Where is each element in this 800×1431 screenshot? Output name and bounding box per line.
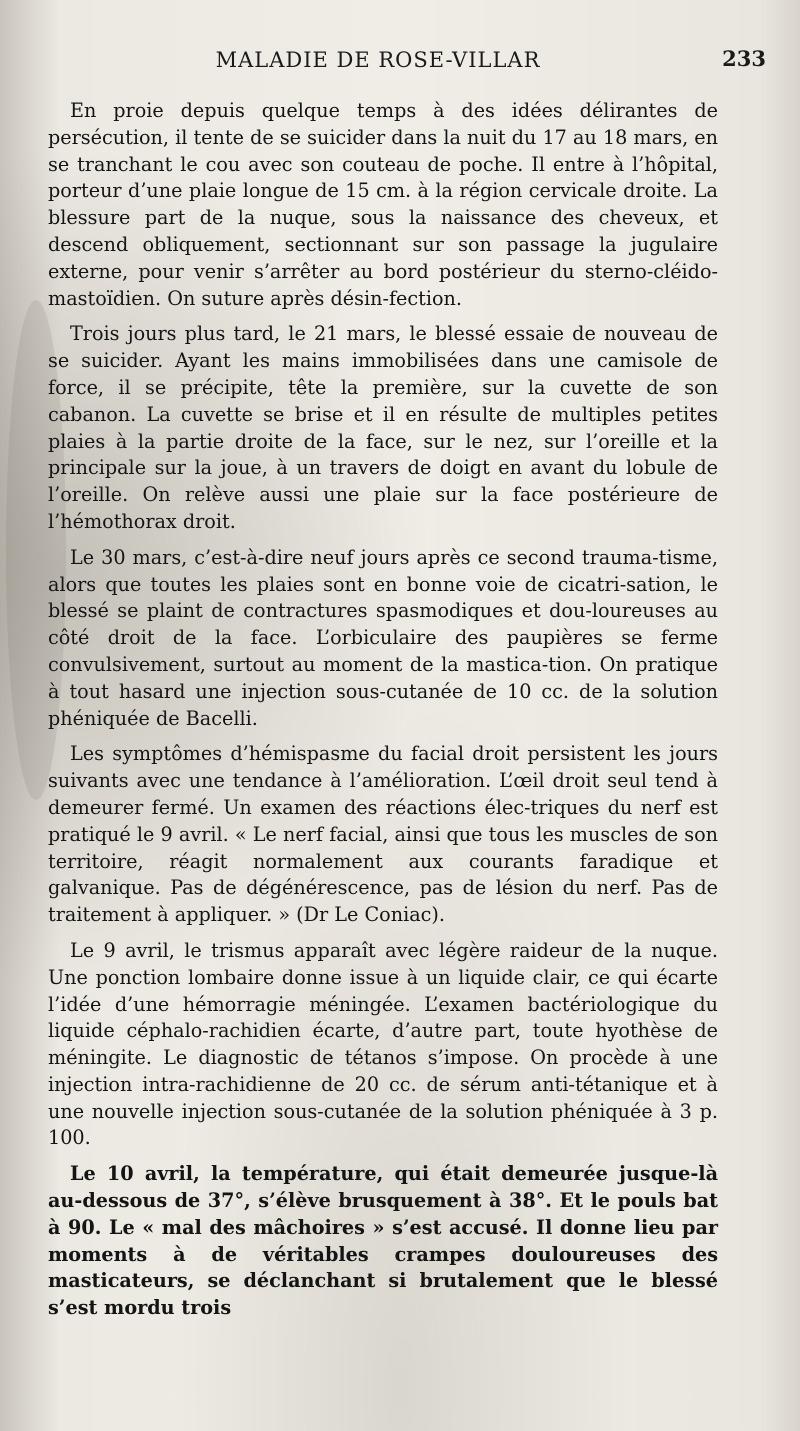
paragraph-1: En proie depuis quelque temps à des idées délirantes de persécution, il tente de se suicider dans la nuit du 17 au 18 mars, en se tranchant le cou avec son couteau de poche. Il entre à l’hôpital, porteur d’une plaie longue de 15 cm. à la région cervicale droite. La blessure part de la nuque, sous la naissance des cheveux, et descend obliquement, sectionnant sur son passage la jugulaire externe, pour venir s’arrêter au bord postérieur du sterno-cléido-mastoïdien. On suture après désin-fection. — [48, 99, 718, 310]
running-title: MALADIE DE ROSE-VILLAR — [215, 48, 541, 72]
page-header — [48, 44, 766, 78]
paragraph-5: Le 9 avril, le trismus apparaît avec légère raideur de la nuque. Une ponction lombaire donne issue à un liquide clair, ce qui écarte l’idée d’une hémorragie méningée. L’examen bactériologique du liquide céphalo-rachidien écarte, d’autre part, toute hyothèse de méningite. Le diagnostic de tétanos s’impose. On procède à une injection intra-rachidienne de 20 cc. de sérum anti-tétanique et à une nouvelle injection sous-cutanée de la solution phéniquée à 3 p. 100. — [48, 938, 718, 1150]
paragraph-4: Les symptômes d’hémispasme du facial droit persistent les jours suivants avec une tendance à l’amélioration. L’œil droit seul tend à demeurer fermé. Un examen des réactions élec-triques du nerf est pratiqué le 9 avril. « Le nerf facial, ainsi que tous les muscles de son territoire, réagit normalement aux courants faradique et galvanique. Pas de dégénérescence, pas de lésion du nerf. Pas de traitement à appliquer. » (Dr Le Coniac). — [48, 742, 718, 927]
paragraph-2: Trois jours plus tard, le 21 mars, le blessé essaie de nouveau de se suicider. Ayant les mains immobilisées dans une camisole de force, il se précipite, tête la première, sur la cuvette de son cabanon. La cuvette se brise et il en résulte de multiples petites plaies à la partie droite de la face, sur le nez, sur l’oreille et la principale sur la joue, à un travers de doigt en avant du lobule de l’oreille. On relève aussi une plaie sur la face postérieure de l’hémothorax droit. — [48, 322, 718, 533]
paragraph-6: Le 10 avril, la température, qui était demeurée jusque-là au-dessous de 37°, s’élève brusquement à 38°. Et le pouls bat à 90. Le « mal des mâchoires » s’est accusé. Il donne lieu par moments à de véritables crampes douloureuses des masticateurs, se déclanchant si brutalement que le blessé s’est mordu trois — [48, 1162, 718, 1320]
body-text — [48, 98, 718, 1331]
paragraph-3: Le 30 mars, c’est-à-dire neuf jours après ce second trauma-tisme, alors que toutes les plaies sont en bonne voie de cicatri-sation, le blessé se plaint de contractures spasmodiques et dou-loureuses au côté droit de la face. L’orbiculaire des paupières se ferme convulsivement, surtout au moment de la mastica-tion. On pratique à tout hasard une injection sous-cutanée de 10 cc. de la solution phéniquée de Bacelli. — [48, 545, 718, 730]
page-number: 233 — [722, 46, 766, 71]
